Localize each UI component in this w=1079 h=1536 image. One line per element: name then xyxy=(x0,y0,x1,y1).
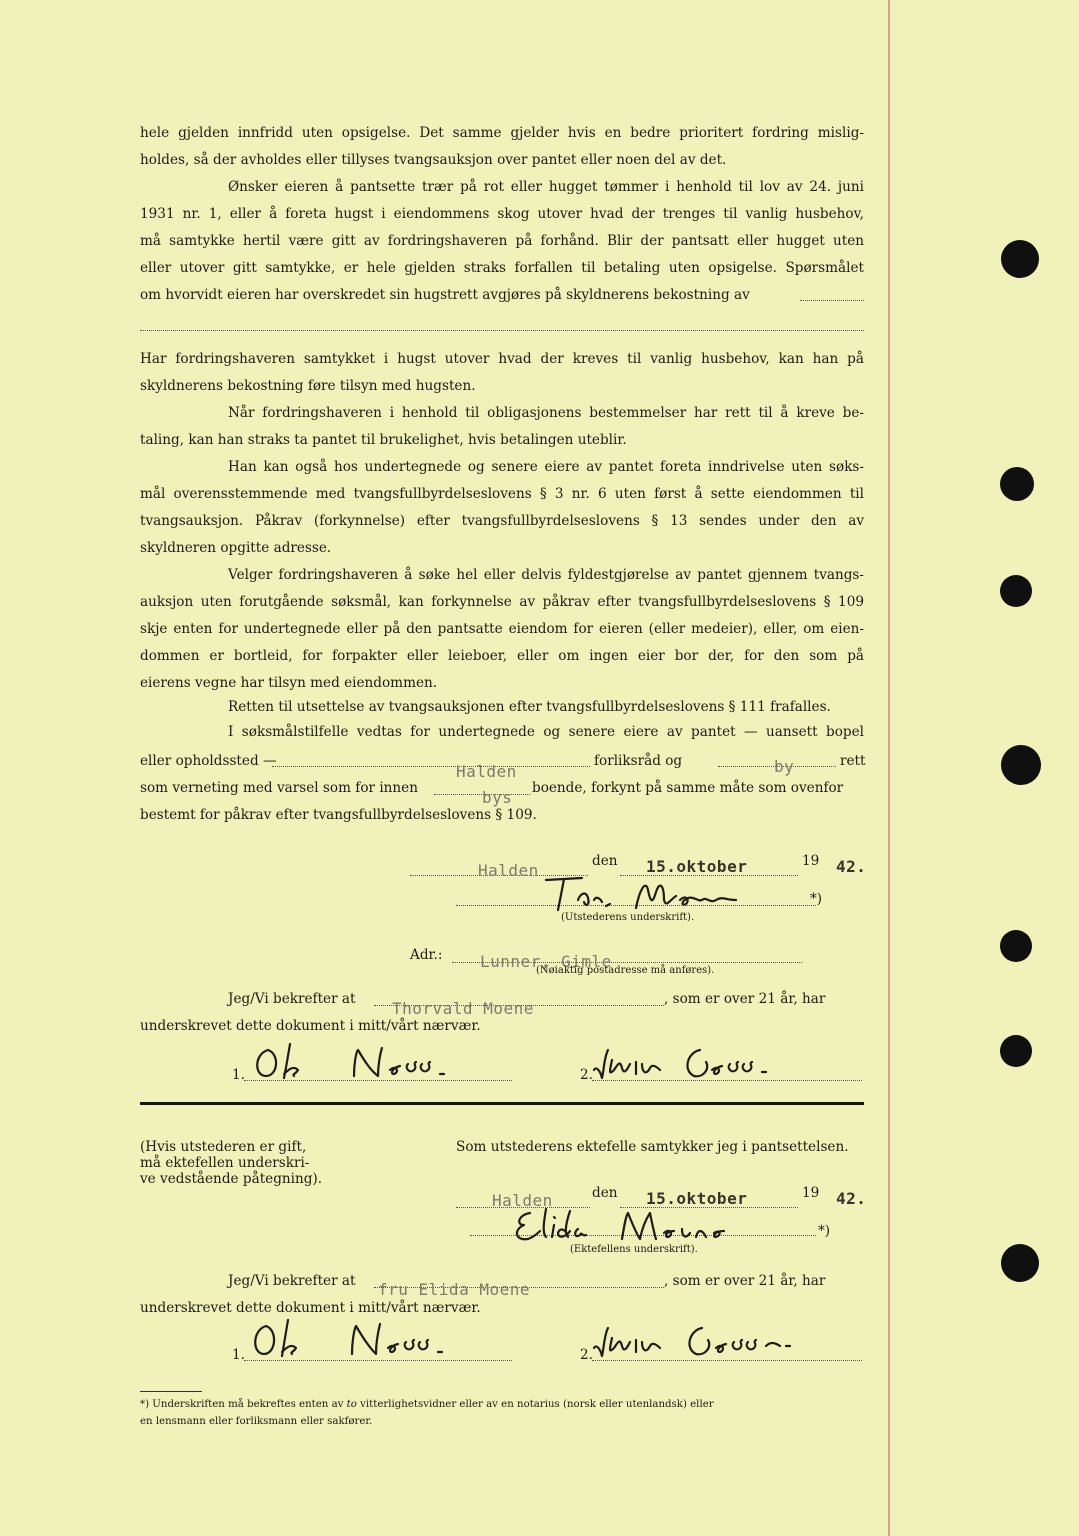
body-line: Velger fordringshaveren å søke hel eller delvis fyldestgjørelse av pantet gjennem tvangs- xyxy=(228,567,864,583)
typed-court-type: by xyxy=(774,757,795,776)
signature-caption: (Ektefellens underskrift). xyxy=(570,1244,698,1255)
witness-text: , som er over 21 år, har xyxy=(664,991,826,1007)
body-line: mål overensstemmende med tvangsfullbyrdelseslovens § 3 nr. 6 uten først å sette eiendommen til xyxy=(140,486,864,502)
witness-number: 2. xyxy=(580,1067,593,1083)
body-line: 1931 nr. 1, eller å foreta hugst i eiendommens skog utover hvad der trenges til vanlig husbehov, xyxy=(140,206,864,222)
punch-hole xyxy=(1001,1244,1039,1282)
witness-number: 1. xyxy=(232,1067,245,1083)
venue-text: boende, forkynt på samme måte som ovenfor xyxy=(532,780,844,796)
body-line: skyldneren opgitte adresse. xyxy=(140,540,332,556)
venue-text: forliksråd og xyxy=(594,753,683,769)
address-caption: (Nøiaktig postadresse må anføres). xyxy=(536,965,715,976)
fill-in-line xyxy=(272,766,590,767)
margin-line xyxy=(888,0,890,1536)
spouse-note: (Hvis utstederen er gift, xyxy=(140,1139,307,1155)
punch-hole xyxy=(1000,930,1032,962)
spouse-consent: Som utstederens ektefelle samtykker jeg i pantsettelsen. xyxy=(456,1139,849,1155)
witnessed-name: fru Elida Moene xyxy=(378,1280,530,1299)
witness-text: , som er over 21 år, har xyxy=(664,1273,826,1289)
witness-text: Jeg/Vi bekrefter at xyxy=(228,991,356,1007)
issuer-date: 15.oktober xyxy=(646,857,748,876)
fill-in-line xyxy=(140,330,864,331)
body-line: I søksmålstilfelle vedtas for undertegnede og senere eiere av pantet — uansett bopel xyxy=(228,724,864,740)
address-label: Adr.: xyxy=(410,947,443,963)
punch-hole xyxy=(1001,745,1041,785)
venue-text: som verneting med varsel som for innen xyxy=(140,780,418,796)
year-prefix: 19 xyxy=(802,853,820,869)
body-line: om hvorvidt eieren har overskredet sin hugstrett avgjøres på skyldnerens bekostning av xyxy=(140,287,750,303)
witness-text: Jeg/Vi bekrefter at xyxy=(228,1273,356,1289)
footnote-ref: *) xyxy=(818,1223,831,1239)
body-line: Ønsker eieren å pantsette trær på rot eller hugget tømmer i henhold til lov av 24. juni xyxy=(228,179,864,195)
body-line: auksjon uten forutgående søksmål, kan forkynnelse av påkrav efter tvangsfullbyrdelseslovens § 109 xyxy=(140,594,864,610)
witness-text: underskrevet dette dokument i mitt/vårt nærvær. xyxy=(140,1300,481,1316)
footnote-text: vitterlighetsvidner eller av en notarius (norsk eller utenlandsk) eller xyxy=(360,1399,714,1410)
signature-caption: (Utstederens underskrift). xyxy=(561,912,695,923)
witness-number: 1. xyxy=(232,1347,245,1363)
footnote-line xyxy=(140,1396,714,1413)
spouse-place: Halden xyxy=(492,1191,553,1210)
venue-text: bestemt for påkrav efter tvangsfullbyrdelseslovens § 109. xyxy=(140,807,537,823)
spouse-signature xyxy=(510,1205,770,1245)
body-line: hele gjelden innfridd uten opsigelse. Det samme gjelder hvis en bedre prioritert fordring mislig- xyxy=(140,125,864,141)
body-line: holdes, så der avholdes eller tillyses tvangsauksjon over pantet eller noen del av det. xyxy=(140,152,727,168)
typed-court-type: bys xyxy=(482,788,513,807)
footnote-ref: *) xyxy=(810,891,823,907)
spouse-note: må ektefellen underskri- xyxy=(140,1155,310,1171)
venue-text: rett xyxy=(840,753,866,769)
body-line: Når fordringshaveren i henhold til obligasjonens bestemmelser har rett til å kreve be- xyxy=(228,405,864,421)
witness-2-signature xyxy=(590,1040,800,1084)
spouse-date: 15.oktober xyxy=(646,1189,748,1208)
punch-hole xyxy=(1000,1035,1032,1067)
body-line: eller utover gitt samtykke, er hele gjelden straks forfallen til betaling uten opsigelse. Spørsmålet xyxy=(140,260,864,276)
punch-hole xyxy=(1000,575,1032,607)
witness-1-signature xyxy=(248,1314,458,1362)
body-line: Har fordringshaveren samtykket i hugst utover hvad der kreves til vanlig husbehov, kan han på xyxy=(140,351,864,367)
fill-in-line xyxy=(800,300,864,301)
body-line: Retten til utsettelse av tvangsauksjonen efter tvangsfullbyrdelseslovens § 111 frafalles. xyxy=(228,699,831,715)
witness-2-signature xyxy=(590,1316,820,1362)
year-prefix: 19 xyxy=(802,1185,820,1201)
footnote-emphasis: to xyxy=(346,1399,357,1410)
footnote-rule xyxy=(140,1391,202,1392)
venue-text: eller opholdssted — xyxy=(140,753,277,769)
body-line: eierens vegne har tilsyn med eiendommen. xyxy=(140,675,438,691)
spouse-note: ve vedstående påtegning). xyxy=(140,1171,323,1187)
issuer-signature xyxy=(540,870,750,915)
footnote-line: en lensmann eller forliksmann eller sakfører. xyxy=(140,1416,373,1427)
den-label: den xyxy=(592,853,618,869)
witness-number: 2. xyxy=(580,1347,593,1363)
witness-1-signature xyxy=(250,1040,460,1084)
den-label: den xyxy=(592,1185,618,1201)
spouse-year: 42. xyxy=(836,1189,867,1208)
body-line: skyldnerens bekostning føre tilsyn med hugsten. xyxy=(140,378,476,394)
body-line: Han kan også hos undertegnede og senere eiere av pantet foreta inndrivelse uten søks- xyxy=(228,459,864,475)
body-line: skje enten for undertegnede eller på den pantsatte eiendom for eieren (eller medeier), eller, om eien- xyxy=(140,621,864,637)
witnessed-name: Thorvald Moene xyxy=(392,999,534,1018)
footnote-text: *) Underskriften må bekreftes enten av xyxy=(140,1399,344,1410)
issuer-place: Halden xyxy=(478,861,539,880)
issuer-address: Lunner, Gimle xyxy=(480,952,612,971)
witness-text: underskrevet dette dokument i mitt/vårt nærvær. xyxy=(140,1018,481,1034)
body-line: dommen er bortleid, for forpakter eller leieboer, eller om ingen eier bor der, for den som på xyxy=(140,648,864,664)
punch-hole xyxy=(1000,467,1034,501)
section-divider xyxy=(140,1102,864,1105)
body-line: taling, kan han straks ta pantet til brukelighet, hvis betalingen uteblir. xyxy=(140,432,627,448)
issuer-year: 42. xyxy=(836,857,867,876)
body-line: må samtykke hertil være gitt av fordringshaveren på forhånd. Blir der pantsatt eller hugget uten xyxy=(140,233,864,249)
typed-city: Halden xyxy=(456,762,517,781)
punch-hole xyxy=(1001,240,1039,278)
body-line: tvangsauksjon. Påkrav (forkynnelse) efter tvangsfullbyrdelseslovens § 13 sendes under den av xyxy=(140,513,864,529)
